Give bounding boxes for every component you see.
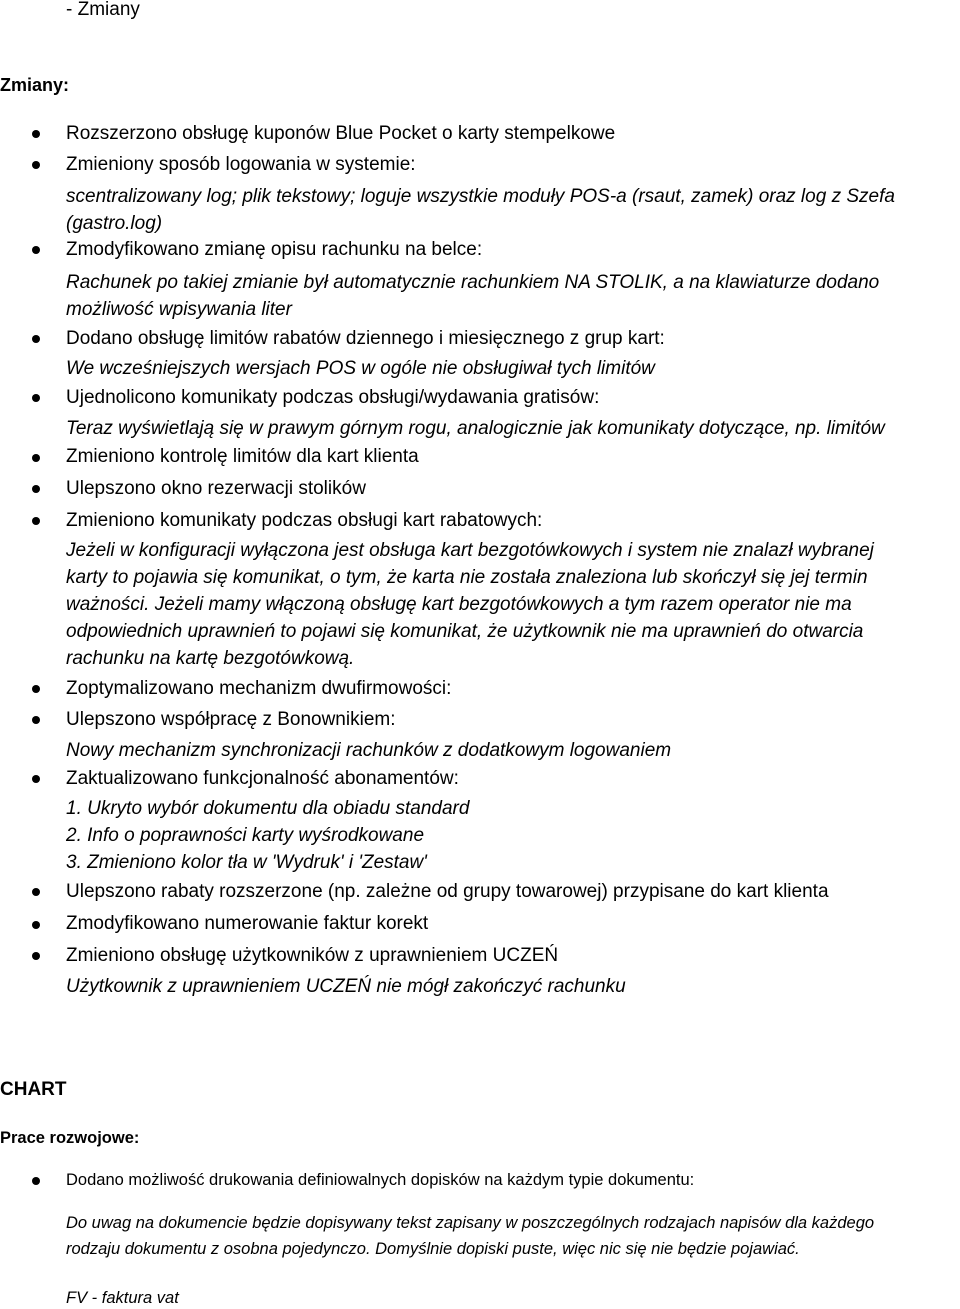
chart-subheading: Prace rozwojowe: bbox=[0, 1129, 140, 1147]
bullet-icon bbox=[32, 485, 40, 493]
change-item-detail: rachunku na kartę bezgotówkową. bbox=[66, 648, 355, 669]
bullet-icon bbox=[32, 952, 40, 960]
bullet-icon bbox=[32, 888, 40, 896]
change-item-title: Ujednolicono komunikaty podczas obsługi/wydawania gratisów: bbox=[66, 387, 600, 408]
change-item-detail: karty to pojawia się komunikat, o tym, że karta nie została znaleziona lub skończył się jej termin bbox=[66, 567, 868, 588]
change-item-title: Rozszerzono obsługę kuponów Blue Pocket o karty stempelkowe bbox=[66, 123, 616, 144]
bullet-icon bbox=[32, 685, 40, 693]
change-item-title: Ulepszono okno rezerwacji stolików bbox=[66, 478, 366, 499]
bullet-icon bbox=[32, 130, 40, 138]
bullet-icon bbox=[32, 246, 40, 254]
change-item-detail: ważności. Jeżeli mamy włączoną obsługę kart bezgotówkowych a tym razem operator nie ma bbox=[66, 594, 852, 615]
change-item-detail: odpowiednich uprawnień to pojawi się komunikat, że użytkownik nie ma uprawnień do otwarcia bbox=[66, 621, 864, 642]
bullet-icon bbox=[32, 394, 40, 402]
change-item-detail: możliwość wpisywania liter bbox=[66, 299, 292, 320]
change-item-title: Zmieniono kontrolę limitów dla kart klienta bbox=[66, 446, 419, 467]
bullet-icon bbox=[32, 335, 40, 343]
change-item-detail: 1. Ukryto wybór dokumentu dla obiadu standard bbox=[66, 798, 470, 819]
bullet-icon bbox=[32, 454, 40, 462]
change-item-detail: We wcześniejszych wersjach POS w ogóle nie obsługiwał tych limitów bbox=[66, 358, 655, 379]
top-note: - Zmiany bbox=[66, 0, 140, 20]
bullet-icon bbox=[32, 1177, 40, 1185]
change-item-title: Ulepszono rabaty rozszerzone (np. zależne od grupy towarowej) przypisane do kart klienta bbox=[66, 881, 829, 902]
bullet-icon bbox=[32, 775, 40, 783]
change-item-detail: 2. Info o poprawności karty wyśrodkowane bbox=[66, 825, 425, 846]
change-item-title: Zmodyfikowano zmianę opisu rachunku na belce: bbox=[66, 239, 483, 260]
change-item-title: Zmieniono obsługę użytkowników z uprawnieniem UCZEŃ bbox=[66, 945, 559, 966]
zmiany-heading: Zmiany: bbox=[0, 75, 70, 95]
change-item-title: Ulepszono współpracę z Bonownikiem: bbox=[66, 709, 396, 730]
change-item-detail: Rachunek po takiej zmianie był automatycznie rachunkiem NA STOLIK, a na klawiaturze dodano bbox=[66, 272, 880, 293]
change-item-title: Zmieniony sposób logowania w systemie: bbox=[66, 154, 416, 175]
change-item-detail: Nowy mechanizm synchronizacji rachunków z dodatkowym logowaniem bbox=[66, 740, 672, 761]
change-item-title: Zoptymalizowano mechanizm dwufirmowości: bbox=[66, 678, 452, 699]
chart-section-heading: CHART bbox=[0, 1079, 67, 1100]
change-item-detail: Teraz wyświetlają się w prawym górnym rogu, analogicznie jak komunikaty dotyczące, np. limitów bbox=[66, 418, 885, 439]
chart-item-title: Dodano możliwość drukowania definiowalnych dopisków na każdym typie dokumentu: bbox=[66, 1171, 695, 1189]
change-item-title: Dodano obsługę limitów rabatów dziennego i miesięcznego z grup kart: bbox=[66, 328, 665, 349]
change-item-title: Zaktualizowano funkcjonalność abonamentów: bbox=[66, 768, 459, 789]
change-item-detail: Użytkownik z uprawnieniem UCZEŃ nie mógł zakończyć rachunku bbox=[66, 976, 626, 997]
bullet-icon bbox=[32, 517, 40, 525]
bullet-icon bbox=[32, 921, 40, 929]
change-item-detail: Jeżeli w konfiguracji wyłączona jest obsługa kart bezgotówkowych i system nie znalazł wybranej bbox=[66, 540, 874, 561]
change-item-detail: (gastro.log) bbox=[66, 213, 163, 234]
change-item-title: Zmieniono komunikaty podczas obsługi kart rabatowych: bbox=[66, 510, 543, 531]
chart-item-extra: FV - faktura vat bbox=[66, 1289, 179, 1307]
change-item-detail: 3. Zmieniono kolor tła w 'Wydruk' i 'Zestaw' bbox=[66, 852, 427, 873]
chart-item-detail: rodzaju dokumentu z osobna pojedynczo. Domyślnie dopiski puste, więc nic się nie będzie pojawiać. bbox=[66, 1240, 800, 1258]
chart-item-detail: Do uwag na dokumencie będzie dopisywany tekst zapisany w poszczególnych rodzajach napisów dla każdego bbox=[66, 1214, 875, 1232]
bullet-icon bbox=[32, 161, 40, 169]
change-item-title: Zmodyfikowano numerowanie faktur korekt bbox=[66, 913, 429, 934]
change-item-detail: scentralizowany log; plik tekstowy; loguje wszystkie moduły POS-a (rsaut, zamek) oraz log z Szefa bbox=[66, 186, 895, 207]
bullet-icon bbox=[32, 716, 40, 724]
